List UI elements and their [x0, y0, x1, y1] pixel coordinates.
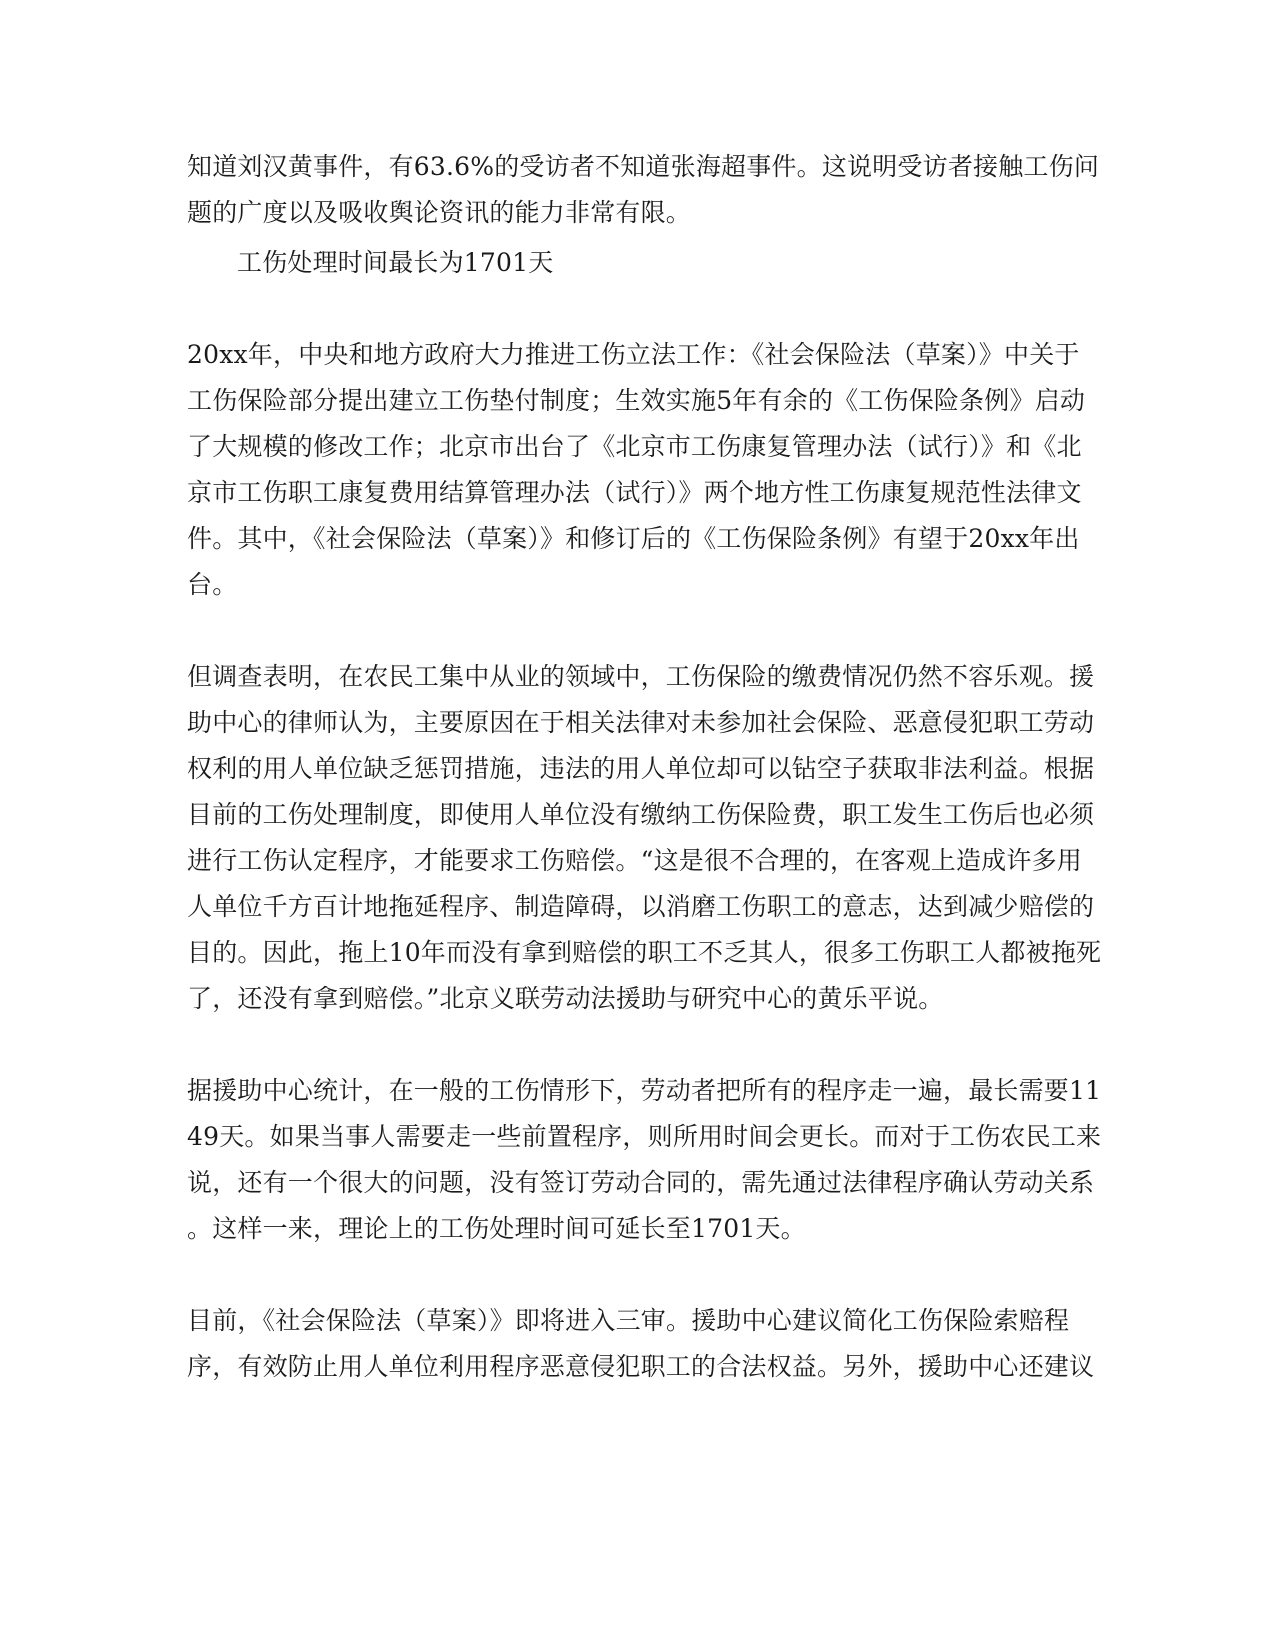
paragraph-line: 目的。因此，拖上10年而没有拿到赔偿的职工不乏其人，很多工伤职工人都被拖死 [187, 938, 1102, 967]
paragraph-line: 了，还没有拿到赔偿。”北京义联劳动法援助与研究中心的黄乐平说。 [187, 984, 944, 1013]
paragraph-line: 说，还有一个很大的问题，没有签订劳动合同的，需先通过法律程序确认劳动关系 [187, 1168, 1095, 1197]
paragraph-line: 知道刘汉黄事件，有63.6%的受访者不知道张海超事件。这说明受访者接触工伤问 [187, 152, 1100, 181]
paragraph-line: 但调查表明，在农民工集中从业的领域中，工伤保险的缴费情况仍然不容乐观。援 [187, 662, 1095, 691]
paragraph-line: 目前的工伤处理制度，即使用人单位没有缴纳工伤保险费，职工发生工伤后也必须 [187, 800, 1095, 829]
paragraph-line: 权利的用人单位缺乏惩罚措施，违法的用人单位却可以钻空子获取非法利益。根据 [187, 754, 1095, 783]
paragraph-line: 据援助中心统计，在一般的工伤情形下，劳动者把所有的程序走一遍，最长需要11 [187, 1076, 1102, 1105]
paragraph-line: 人单位千方百计地拖延程序、制造障碍，以消磨工伤职工的意志，达到减少赔偿的 [187, 892, 1095, 921]
paragraph-line: 20xx年，中央和地方政府大力推进工伤立法工作：《社会保险法（草案）》中关于 [187, 340, 1080, 369]
paragraph-line: 题的广度以及吸收舆论资讯的能力非常有限。 [187, 198, 692, 227]
paragraph-line: 序，有效防止用人单位利用程序恶意侵犯职工的合法权益。另外，援助中心还建议 [187, 1352, 1095, 1381]
paragraph-line: 进行工伤认定程序，才能要求工伤赔偿。“这是很不合理的，在客观上造成许多用 [187, 846, 1082, 875]
paragraph-line: 助中心的律师认为，主要原因在于相关法律对未参加社会保险、恶意侵犯职工劳动 [187, 708, 1095, 737]
paragraph-line: 件。其中，《社会保险法（草案）》和修订后的《工伤保险条例》有望于20xx年出 [187, 524, 1080, 553]
paragraph-line: 49天。如果当事人需要走一些前置程序，则所用时间会更长。而对于工伤农民工来 [187, 1122, 1102, 1151]
paragraph-line: 目前，《社会保险法（草案）》即将进入三审。援助中心建议简化工伤保险索赔程 [187, 1306, 1070, 1335]
paragraph-line: 了大规模的修改工作；北京市出台了《北京市工伤康复管理办法（试行）》和《北 [187, 432, 1082, 461]
paragraph-line: 工伤保险部分提出建立工伤垫付制度；生效实施5年有余的《工伤保险条例》启动 [187, 386, 1086, 415]
paragraph-line: 京市工伤职工康复费用结算管理办法（试行）》两个地方性工伤康复规范性法律文 [187, 478, 1082, 507]
section-heading: 工伤处理时间最长为1701天 [237, 248, 554, 277]
paragraph-line: 台。 [187, 570, 238, 599]
paragraph-line: 。这样一来，理论上的工伤处理时间可延长至1701天。 [187, 1214, 806, 1243]
